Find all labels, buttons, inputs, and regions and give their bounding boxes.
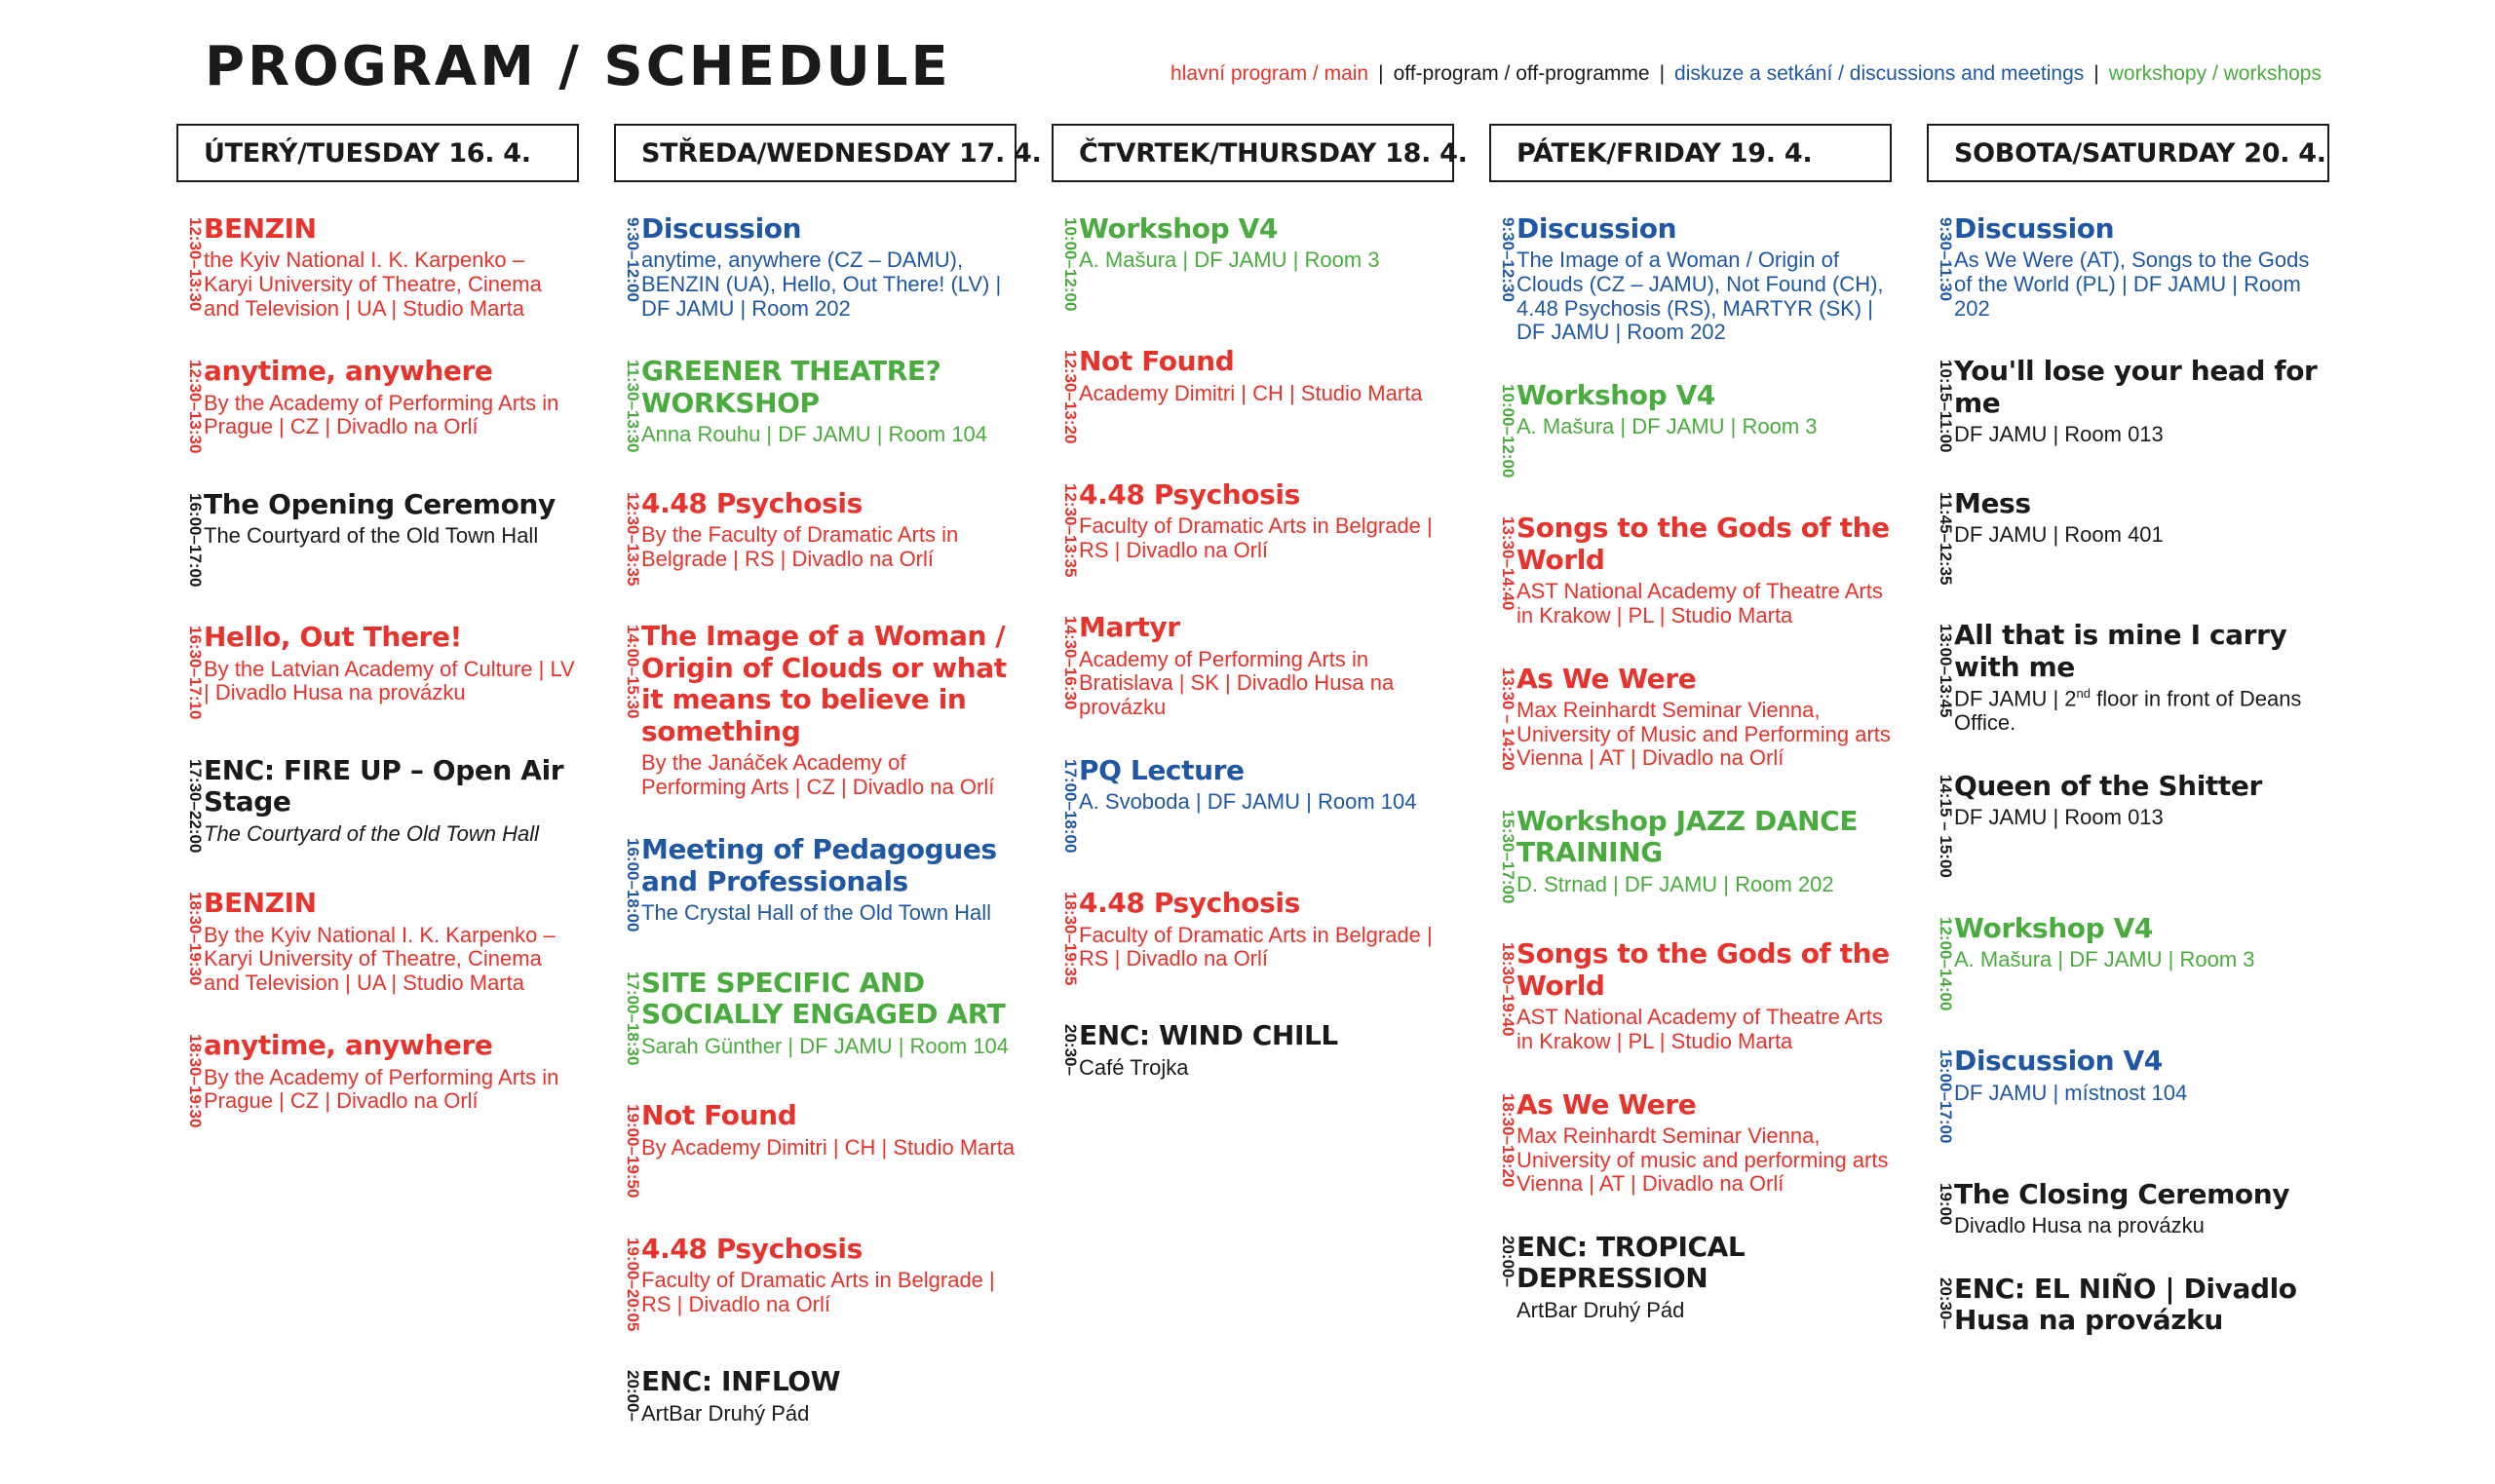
event-time: 18:30–19:30 bbox=[186, 892, 205, 986]
event-item bbox=[1489, 1089, 1892, 1197]
event-time: 10:00–12:00 bbox=[1499, 383, 1517, 478]
event-venue: ArtBar Druhý Pád bbox=[1516, 1297, 1685, 1322]
event-title: Songs to the Gods of the World bbox=[1516, 512, 1890, 576]
event-body bbox=[1954, 213, 2329, 321]
event-venue: By the Latvian Academy of Culture | LV | Divadlo Husa na provázku bbox=[204, 656, 575, 705]
event-body bbox=[1516, 1232, 1892, 1323]
event-venue: anytime, anywhere (CZ – DAMU), BENZIN (UA), Hello, Out There! (LV) | DF JAMU | Room 202 bbox=[641, 247, 1002, 321]
event-title: Songs to the Gods of the World bbox=[1516, 937, 1890, 1002]
event-venue: Sarah Günther | DF JAMU | Room 104 bbox=[641, 1033, 1010, 1058]
event-body bbox=[1079, 479, 1454, 563]
event-time: 17:30–22:00 bbox=[186, 758, 205, 854]
event-title: ENC: EL NIÑO | Divadlo Husa na provázku bbox=[1954, 1272, 2297, 1337]
event-body bbox=[1954, 620, 2329, 736]
event-body bbox=[1516, 1089, 1892, 1197]
event-venue: Academy Dimitri | CH | Studio Marta bbox=[1079, 380, 1423, 405]
event-item bbox=[176, 213, 579, 321]
event-venue: ArtBar Druhý Pád bbox=[641, 1400, 810, 1426]
event-item bbox=[1052, 346, 1454, 443]
event-body bbox=[204, 888, 579, 995]
event-body bbox=[641, 1234, 1017, 1317]
event-item bbox=[1052, 479, 1454, 577]
event-title: Discussion V4 bbox=[1954, 1045, 2163, 1078]
event-title: Meeting of Pedagogues and Professionals bbox=[641, 833, 997, 897]
event-time: 16:00–17:00 bbox=[186, 492, 205, 588]
event-time: 11:30–13:30 bbox=[624, 360, 642, 453]
event-time: 12:30–13:30 bbox=[186, 360, 205, 454]
event-venue: As We Were (AT), Songs to the Gods of the World (PL) | DF JAMU | Room 202 bbox=[1954, 247, 2310, 321]
event-body bbox=[1954, 913, 2329, 972]
event-body bbox=[641, 213, 1017, 321]
event-time: 15:00–17:00 bbox=[1937, 1049, 1955, 1144]
event-venue: By the Kyiv National I. K. Karpenko – Karyi University of Theatre, Cinema and Television | UA | Studio Marta bbox=[204, 922, 556, 995]
event-body bbox=[1954, 771, 2329, 830]
legend-item-0: hlavní program / main bbox=[1171, 62, 1369, 85]
event-time: 12:30–13:20 bbox=[1061, 350, 1080, 444]
event-body bbox=[204, 1030, 579, 1114]
event-body bbox=[641, 1366, 1017, 1426]
event-venue: By the Faculty of Dramatic Arts in Belgrade | RS | Divadlo na Orlí bbox=[641, 522, 959, 571]
event-item bbox=[1489, 380, 1892, 477]
event-item bbox=[1927, 1179, 2329, 1238]
event-title: You'll lose your head for me bbox=[1954, 355, 2318, 419]
event-title: anytime, anywhere bbox=[204, 1029, 493, 1062]
event-time: 14:30–16:30 bbox=[1061, 616, 1080, 710]
day-header: STŘEDA/WEDNESDAY 17. 4. bbox=[614, 124, 1017, 182]
event-venue: DF JAMU | Room 013 bbox=[1954, 805, 2164, 830]
legend-separator: | bbox=[2093, 62, 2099, 85]
page-title: PROGRAM / SCHEDULE bbox=[205, 35, 951, 98]
event-time: 10:15–11:00 bbox=[1937, 360, 1955, 453]
event-item bbox=[614, 488, 1017, 586]
event-title: BENZIN bbox=[204, 887, 317, 920]
color-legend bbox=[1171, 62, 2322, 86]
event-body bbox=[641, 1100, 1017, 1160]
event-venue: By Academy Dimitri | CH | Studio Marta bbox=[641, 1134, 1016, 1160]
event-list bbox=[1052, 182, 1454, 1081]
event-list bbox=[1927, 182, 2329, 1337]
event-time: 20:00– bbox=[624, 1370, 642, 1422]
event-time: 18:30–19:35 bbox=[1061, 892, 1080, 986]
event-item bbox=[614, 968, 1017, 1065]
event-item bbox=[1489, 213, 1892, 345]
event-venue: A. Svoboda | DF JAMU | Room 104 bbox=[1079, 789, 1417, 815]
event-venue: DF JAMU | 2nd floor in front of Deans Office. bbox=[1954, 686, 2302, 736]
event-body bbox=[1954, 1274, 2329, 1337]
event-item bbox=[614, 621, 1017, 799]
event-body bbox=[1516, 806, 1892, 897]
event-venue: the Kyiv National I. K. Karpenko – Karyi University of Theatre, Cinema and Television | UA | Studio Marta bbox=[204, 247, 542, 321]
day-column-2 bbox=[1052, 124, 1468, 1461]
event-item bbox=[1927, 1274, 2329, 1337]
event-title: Workshop V4 bbox=[1516, 378, 1715, 411]
event-item bbox=[176, 888, 579, 995]
event-title: PQ Lecture bbox=[1079, 753, 1245, 786]
event-time: 12:30–13:30 bbox=[186, 217, 205, 312]
event-time: 14:15 – 15:00 bbox=[1937, 774, 1955, 878]
event-item bbox=[614, 1366, 1017, 1426]
day-column-4 bbox=[1927, 124, 2329, 1461]
event-body bbox=[1516, 938, 1892, 1053]
event-item bbox=[1927, 913, 2329, 1010]
event-time: 18:30–19:40 bbox=[1499, 942, 1517, 1037]
event-item bbox=[1489, 513, 1892, 628]
event-body bbox=[1954, 488, 2329, 548]
event-time: 13:30 – 14:20 bbox=[1499, 666, 1517, 771]
event-list bbox=[1489, 182, 1892, 1322]
legend-separator: | bbox=[1378, 62, 1384, 85]
event-item bbox=[614, 356, 1017, 452]
event-item bbox=[1927, 771, 2329, 878]
event-venue: DF JAMU | Room 013 bbox=[1954, 422, 2164, 447]
event-venue: Max Reinhardt Seminar Vienna, University of music and performing arts Vienna | AT | Divadlo na Orlí bbox=[1516, 1123, 1889, 1197]
event-time: 20:30– bbox=[1061, 1024, 1080, 1077]
event-title: BENZIN bbox=[204, 212, 317, 245]
event-body bbox=[1079, 888, 1454, 971]
event-title: ENC: INFLOW bbox=[641, 1365, 841, 1398]
event-title: Not Found bbox=[1079, 345, 1235, 378]
event-list bbox=[176, 182, 579, 1128]
event-time: 13:30–14:40 bbox=[1499, 516, 1517, 611]
event-venue: The Courtyard of the Old Town Hall bbox=[204, 820, 540, 846]
event-body bbox=[1954, 356, 2329, 447]
event-venue: Faculty of Dramatic Arts in Belgrade | RS | Divadlo na Orlí bbox=[641, 1268, 995, 1316]
event-venue: Faculty of Dramatic Arts in Belgrade | RS | Divadlo na Orlí bbox=[1079, 922, 1433, 971]
event-venue: Café Trojka bbox=[1079, 1054, 1189, 1080]
event-venue: Divadlo Husa na provázku bbox=[1954, 1213, 2205, 1238]
event-title: All that is mine I carry with me bbox=[1954, 619, 2287, 683]
event-body bbox=[1516, 664, 1892, 771]
event-title: Discussion bbox=[1954, 212, 2115, 245]
event-time: 15:30–17:00 bbox=[1499, 809, 1517, 904]
event-venue: Anna Rouhu | DF JAMU | Room 104 bbox=[641, 422, 988, 447]
event-time: 20:30– bbox=[1937, 1276, 1955, 1329]
event-item bbox=[614, 834, 1017, 932]
event-venue: Max Reinhardt Seminar Vienna, University of Music and Performing arts Vienna | AT | Divadlo na Orlí bbox=[1516, 698, 1891, 771]
event-time: 18:30–19:30 bbox=[186, 1034, 205, 1128]
event-body bbox=[204, 213, 579, 321]
event-item bbox=[1052, 888, 1454, 985]
event-title: Discussion bbox=[641, 212, 802, 245]
event-body bbox=[1516, 380, 1892, 439]
event-title: Workshop JAZZ DANCE TRAINING bbox=[1516, 804, 1859, 869]
event-time: 13:00–13:45 bbox=[1937, 624, 1955, 718]
event-time: 9:30–12:00 bbox=[624, 217, 642, 302]
event-item bbox=[1927, 356, 2329, 452]
event-title: Not Found bbox=[641, 1099, 797, 1132]
event-title: Workshop V4 bbox=[1954, 911, 2153, 944]
event-item bbox=[1489, 938, 1892, 1053]
event-item bbox=[176, 1030, 579, 1127]
event-venue: DF JAMU | místnost 104 bbox=[1954, 1080, 2188, 1105]
event-item bbox=[176, 489, 579, 587]
event-title: 4.48 Psychosis bbox=[641, 1232, 863, 1265]
event-title: As We Were bbox=[1516, 662, 1697, 695]
event-venue: Faculty of Dramatic Arts in Belgrade | RS | Divadlo na Orlí bbox=[1079, 514, 1433, 562]
event-time: 19:00–19:50 bbox=[624, 1104, 642, 1199]
event-title: Hello, Out There! bbox=[204, 621, 462, 654]
event-item bbox=[1052, 1020, 1454, 1080]
event-time: 12:30–13:35 bbox=[1061, 482, 1080, 578]
legend-item-2: diskuze a setkání / discussions and meetings bbox=[1674, 62, 2085, 85]
day-header: SOBOTA/SATURDAY 20. 4. bbox=[1927, 124, 2329, 182]
event-venue: D. Strnad | DF JAMU | Room 202 bbox=[1516, 871, 1834, 896]
event-body bbox=[1954, 1179, 2329, 1238]
event-body bbox=[1079, 213, 1454, 273]
event-venue: A. Mašura | DF JAMU | Room 3 bbox=[1079, 247, 1380, 273]
event-title: Queen of the Shitter bbox=[1954, 769, 2262, 802]
event-title: ENC: TROPICAL DEPRESSION bbox=[1516, 1230, 1746, 1295]
event-time: 12:00–14:00 bbox=[1937, 916, 1955, 1011]
event-title: ENC: WIND CHILL bbox=[1079, 1019, 1338, 1052]
event-venue: AST National Academy of Theatre Arts in Krakow | PL | Studio Marta bbox=[1516, 579, 1883, 628]
event-item bbox=[1052, 213, 1454, 311]
event-time: 16:00–18:00 bbox=[624, 838, 642, 932]
event-item bbox=[1489, 664, 1892, 771]
event-title: 4.48 Psychosis bbox=[1079, 887, 1300, 920]
event-body bbox=[641, 968, 1017, 1059]
event-title: Martyr bbox=[1079, 611, 1180, 644]
event-body bbox=[1079, 755, 1454, 815]
event-item bbox=[614, 1100, 1017, 1198]
event-title: Workshop V4 bbox=[1079, 212, 1278, 245]
event-time: 9:30–11:30 bbox=[1937, 217, 1955, 302]
event-title: anytime, anywhere bbox=[204, 355, 493, 388]
event-item bbox=[176, 356, 579, 453]
day-header: ČTVRTEK/THURSDAY 18. 4. bbox=[1052, 124, 1454, 182]
event-venue: By the Academy of Performing Arts in Prague | CZ | Divadlo na Orlí bbox=[204, 1064, 559, 1114]
event-venue: The Crystal Hall of the Old Town Hall bbox=[641, 900, 992, 926]
event-item bbox=[1052, 755, 1454, 853]
event-time: 17:00–18:30 bbox=[624, 970, 642, 1066]
legend-separator: | bbox=[1659, 62, 1666, 85]
event-item bbox=[176, 622, 579, 719]
schedule-columns bbox=[176, 124, 2329, 1461]
day-header: PÁTEK/FRIDAY 19. 4. bbox=[1489, 124, 1892, 182]
event-item bbox=[1052, 612, 1454, 719]
event-body bbox=[641, 834, 1017, 926]
event-body bbox=[1516, 213, 1892, 345]
event-title: SITE SPECIFIC AND SOCIALLY ENGAGED ART bbox=[641, 966, 1006, 1031]
day-column-0 bbox=[176, 124, 579, 1461]
event-time: 20:00– bbox=[1499, 1235, 1517, 1287]
event-body bbox=[1079, 346, 1454, 405]
event-venue: The Courtyard of the Old Town Hall bbox=[204, 523, 539, 549]
day-column-3 bbox=[1489, 124, 1892, 1461]
event-item bbox=[614, 213, 1017, 321]
event-title: Discussion bbox=[1516, 212, 1677, 245]
event-venue: By the Janáček Academy of Performing Arts | CZ | Divadlo na Orlí bbox=[641, 750, 995, 799]
event-item bbox=[1489, 806, 1892, 903]
event-venue: A. Mašura | DF JAMU | Room 3 bbox=[1516, 414, 1818, 439]
event-body bbox=[204, 489, 579, 549]
event-body bbox=[1079, 612, 1454, 719]
event-item bbox=[1927, 620, 2329, 736]
event-body bbox=[641, 488, 1017, 572]
event-title: The Closing Ceremony bbox=[1954, 1177, 2290, 1210]
event-venue: DF JAMU | Room 401 bbox=[1954, 522, 2164, 548]
event-title: The Opening Ceremony bbox=[204, 487, 556, 520]
event-title: ENC: FIRE UP – Open Air Stage bbox=[204, 753, 564, 818]
event-body bbox=[641, 621, 1017, 799]
event-venue: The Image of a Woman / Origin of Clouds (CZ – JAMU), Not Found (CH), 4.48 Psychosis (RS), MARTYR (SK) | DF JAMU | Room 202 bbox=[1516, 247, 1884, 345]
event-item bbox=[1927, 213, 2329, 321]
event-time: 11:45–12:35 bbox=[1937, 491, 1955, 586]
event-item bbox=[614, 1234, 1017, 1331]
event-body bbox=[204, 755, 579, 847]
day-header: ÚTERÝ/TUESDAY 16. 4. bbox=[176, 124, 579, 182]
event-title: 4.48 Psychosis bbox=[1079, 477, 1300, 511]
legend-item-3: workshopy / workshops bbox=[2108, 62, 2322, 85]
event-title: As We Were bbox=[1516, 1087, 1697, 1121]
event-venue: A. Mašura | DF JAMU | Room 3 bbox=[1954, 947, 2255, 972]
event-title: 4.48 Psychosis bbox=[641, 486, 863, 519]
event-venue: AST National Academy of Theatre Arts in Krakow | PL | Studio Marta bbox=[1516, 1005, 1883, 1053]
event-time: 19:00–20:05 bbox=[624, 1237, 642, 1332]
event-time: 10:00–12:00 bbox=[1061, 217, 1080, 312]
event-body bbox=[641, 356, 1017, 447]
day-column-1 bbox=[614, 124, 1042, 1461]
event-body bbox=[1079, 1020, 1454, 1080]
event-venue: Academy of Performing Arts in Bratislava | SK | Divadlo Husa na provázku bbox=[1079, 646, 1395, 719]
event-time: 19:00 bbox=[1937, 1182, 1955, 1226]
event-time: 17:00–18:00 bbox=[1061, 758, 1080, 854]
event-body bbox=[1516, 513, 1892, 628]
event-time: 12:30–13:35 bbox=[624, 491, 642, 587]
event-item bbox=[176, 755, 579, 853]
event-time: 18:30–19:20 bbox=[1499, 1092, 1517, 1187]
event-time: 16:30–17:10 bbox=[186, 626, 205, 720]
event-title: Mess bbox=[1954, 486, 2031, 519]
event-body bbox=[1954, 1046, 2329, 1105]
event-item bbox=[1927, 1046, 2329, 1143]
event-item bbox=[1489, 1232, 1892, 1323]
event-venue: By the Academy of Performing Arts in Prague | CZ | Divadlo na Orlí bbox=[204, 390, 559, 439]
event-time: 14:00–15:30 bbox=[624, 625, 642, 719]
event-title: The Image of a Woman / Origin of Clouds or what it means to believe in something bbox=[641, 620, 1007, 747]
legend-item-1: off-program / off-programme bbox=[1393, 62, 1650, 85]
event-title: GREENER THEATRE? WORKSHOP bbox=[641, 355, 941, 419]
event-body bbox=[204, 356, 579, 439]
event-body bbox=[204, 622, 579, 705]
event-item bbox=[1927, 488, 2329, 585]
event-list bbox=[614, 182, 1017, 1426]
event-time: 9:30–12:30 bbox=[1499, 217, 1517, 302]
